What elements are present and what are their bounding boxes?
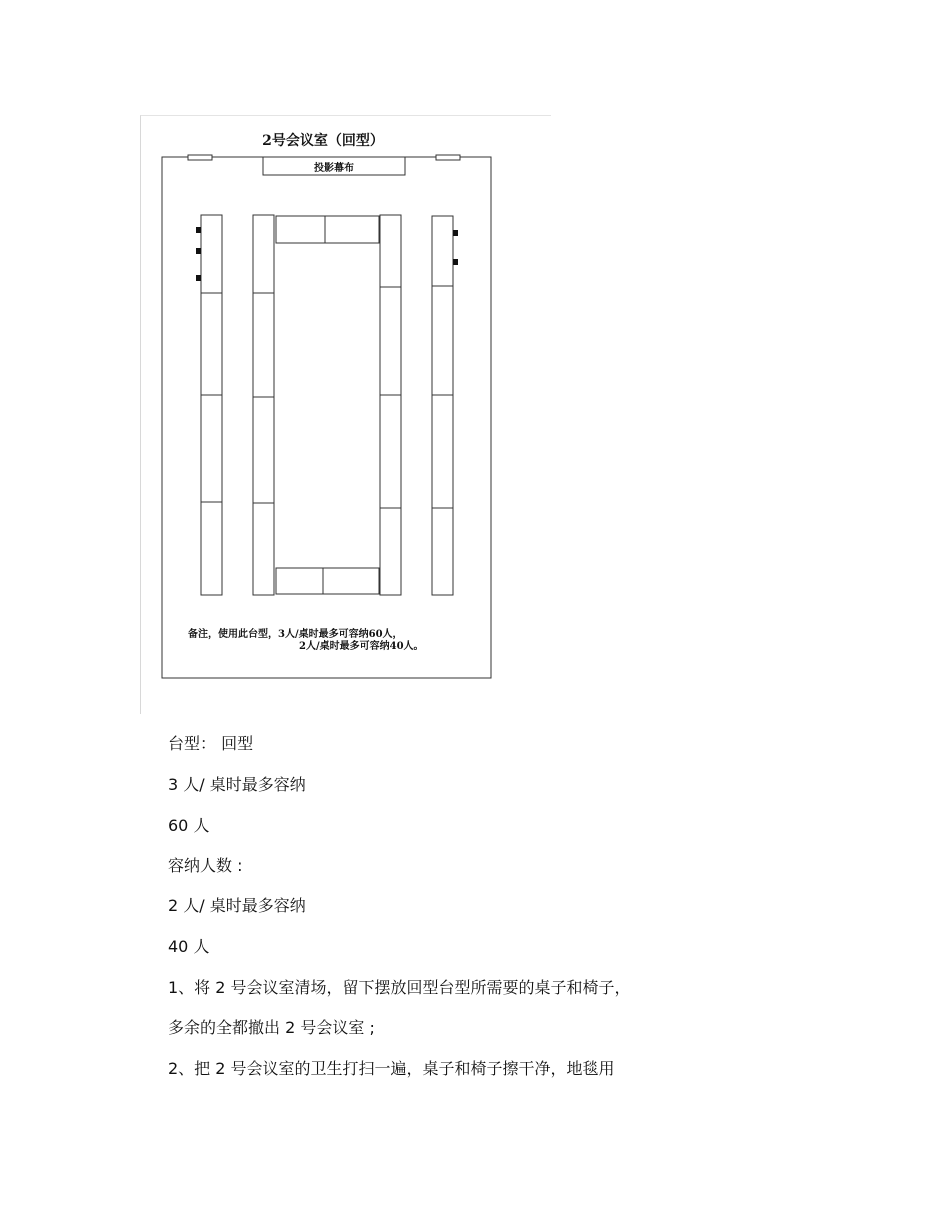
capacity-3-count-text: 60 人 bbox=[168, 816, 210, 835]
room-outline bbox=[162, 157, 491, 678]
chair-marker bbox=[196, 227, 201, 233]
chair-marker bbox=[453, 230, 458, 236]
capacity-2-per-table-text: 2 人/ 桌时最多容纳 bbox=[168, 896, 306, 915]
table-column-inner-left bbox=[253, 215, 274, 595]
chair-marker bbox=[196, 248, 201, 254]
capacity-3-per-table-text: 3 人/ 桌时最多容纳 bbox=[168, 775, 306, 794]
step2-line1-text: 2、把 2 号会议室的卫生打扫一遍，桌子和椅子擦干净，地毯用 bbox=[168, 1059, 615, 1078]
table-column-outer-right bbox=[432, 216, 453, 595]
table-column-outer-left bbox=[201, 215, 222, 595]
projection-screen-label: 投影幕布 bbox=[314, 163, 354, 174]
capacity-label-text: 容纳人数 : bbox=[168, 856, 243, 875]
layout-type-text: 台型： 回型 bbox=[168, 734, 254, 753]
diagram-note-line2: 2人/桌时最多可容纳40人。 bbox=[299, 641, 424, 652]
wall-fixture-left bbox=[188, 155, 212, 160]
chair-marker bbox=[453, 259, 458, 265]
wall-fixture-right bbox=[436, 155, 460, 160]
table-row-bottom bbox=[276, 568, 379, 594]
chair-markers bbox=[196, 227, 458, 281]
table-row-top bbox=[276, 216, 379, 243]
diagram-note-line1: 备注，使用此台型，3人/桌时最多可容纳60人， bbox=[188, 629, 403, 640]
step1-line2-text: 多余的全都撤出 2 号会议室 ; bbox=[168, 1018, 375, 1037]
chair-marker bbox=[196, 275, 201, 281]
step1-line1-text: 1、将 2 号会议室清场，留下摆放回型台型所需要的桌子和椅子， bbox=[168, 978, 631, 997]
diagram-title: 2号会议室（回型） bbox=[262, 133, 384, 149]
capacity-2-count-text: 40 人 bbox=[168, 937, 210, 956]
table-column-inner-right bbox=[380, 215, 401, 595]
